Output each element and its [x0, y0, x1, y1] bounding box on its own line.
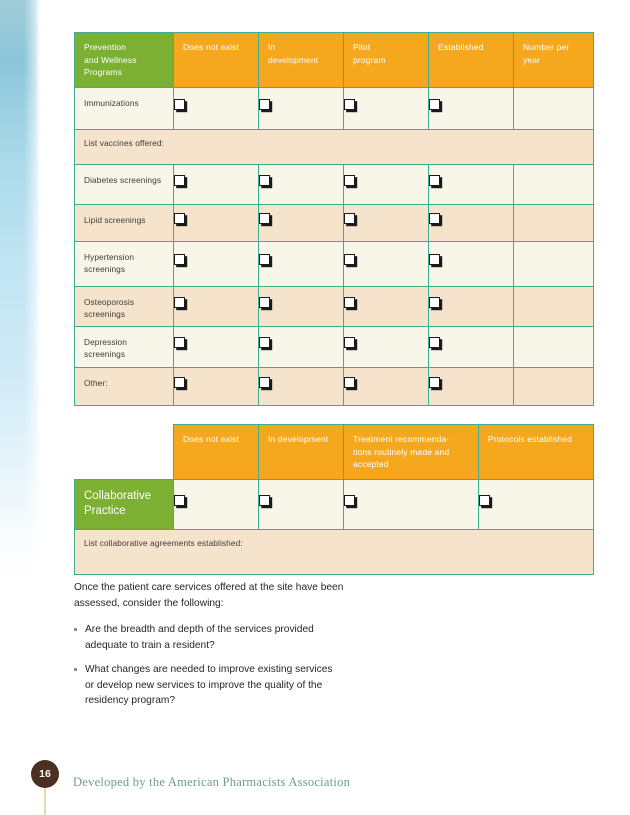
- checkbox-cell-pilot-program[interactable]: [344, 87, 429, 129]
- column-header-text-line-2: development: [268, 54, 319, 65]
- checkbox-cell-in-development[interactable]: [259, 204, 344, 241]
- checkbox-cell-in-development[interactable]: [259, 241, 344, 286]
- checkbox[interactable]: [259, 297, 270, 308]
- checkbox[interactable]: [429, 213, 440, 224]
- checkbox-cell-in-development[interactable]: [259, 87, 344, 129]
- table-row: [75, 367, 594, 405]
- checkbox-cell-in-development[interactable]: [259, 326, 344, 367]
- collab-note-row: [75, 529, 594, 574]
- column-header-text-line-2: program: [353, 54, 386, 65]
- checkbox-cell-pilot-program[interactable]: [344, 286, 429, 326]
- checkbox-cell-pilot-program[interactable]: [344, 164, 429, 204]
- column-header-in-development: [259, 33, 344, 88]
- page-number-badge: 16: [31, 760, 59, 788]
- checkbox[interactable]: [429, 377, 440, 388]
- checkbox[interactable]: [429, 175, 440, 186]
- checkbox-cell-pilot-program[interactable]: [344, 326, 429, 367]
- checkbox-cell-in-development[interactable]: [259, 479, 344, 529]
- checkbox[interactable]: [174, 297, 185, 308]
- row-label-hypertension-screenings: Hypertension screenings: [75, 241, 174, 286]
- checkbox[interactable]: [174, 495, 185, 506]
- table-row: [75, 241, 594, 286]
- column-header-pilot-program: [344, 33, 429, 88]
- checkbox-cell-established[interactable]: [429, 241, 514, 286]
- checkbox[interactable]: [429, 254, 440, 265]
- footer-credit-text: Developed by the American Pharmacists Association: [73, 775, 351, 789]
- checkbox[interactable]: [344, 297, 355, 308]
- column-header-text-line-2: tions routinely made and: [353, 446, 450, 457]
- number-per-year-input-cell[interactable]: [514, 286, 594, 326]
- note-list-vaccines-offered[interactable]: List vaccines offered:: [75, 129, 594, 164]
- checkbox-cell-established[interactable]: [429, 326, 514, 367]
- checkbox-cell-does-not-exist[interactable]: [174, 367, 259, 405]
- number-per-year-input-cell[interactable]: [514, 204, 594, 241]
- checkbox-cell-established[interactable]: [429, 286, 514, 326]
- checkbox-cell-established[interactable]: [429, 87, 514, 129]
- collab-column-header-protocols-established: [479, 425, 594, 480]
- row-label-osteoporosis-screenings: Osteoporosis screenings: [75, 286, 174, 326]
- table-row: [75, 286, 594, 326]
- checkbox-cell-in-development[interactable]: [259, 367, 344, 405]
- checkbox[interactable]: [344, 377, 355, 388]
- checkbox[interactable]: [344, 254, 355, 265]
- checkbox[interactable]: [174, 213, 185, 224]
- list-item: What changes are needed to improve existing services or develop new services to improve the quality of the residency program?: [74, 662, 344, 709]
- column-header-text: Established: [438, 42, 484, 52]
- left-edge-gradient-fade: [0, 0, 40, 580]
- checkbox[interactable]: [344, 337, 355, 348]
- column-header-text: Does not exist: [183, 434, 239, 444]
- checkbox[interactable]: [174, 377, 185, 388]
- collab-title-line-1: Collaborative: [84, 489, 152, 502]
- body-copy-block: [74, 580, 344, 718]
- row-label-lipid-screenings: Lipid screenings: [75, 204, 174, 241]
- column-header-does-not-exist: [174, 33, 259, 88]
- checkbox-cell-pilot-program[interactable]: [344, 204, 429, 241]
- checkbox-cell-treatment-recommendations[interactable]: [344, 479, 479, 529]
- checkbox-cell-does-not-exist[interactable]: [174, 326, 259, 367]
- prevention-wellness-table: [74, 32, 594, 406]
- table-row: [75, 326, 594, 367]
- checkbox[interactable]: [174, 337, 185, 348]
- checkbox[interactable]: [259, 495, 270, 506]
- checkbox[interactable]: [259, 337, 270, 348]
- table-header-row: [75, 33, 594, 88]
- column-header-text-line-1: Treatment recommenda-: [353, 434, 450, 444]
- checkbox-cell-in-development[interactable]: [259, 286, 344, 326]
- collab-title-line-2: Practice: [84, 504, 126, 517]
- collab-column-header-does-not-exist: [174, 425, 259, 480]
- number-per-year-input-cell[interactable]: [514, 164, 594, 204]
- column-header-established: [429, 33, 514, 88]
- checkbox-cell-does-not-exist[interactable]: [174, 241, 259, 286]
- checkbox[interactable]: [344, 99, 355, 110]
- checkbox[interactable]: [429, 297, 440, 308]
- checkbox-cell-established[interactable]: [429, 367, 514, 405]
- checkbox[interactable]: [259, 175, 270, 186]
- checkbox[interactable]: [344, 175, 355, 186]
- checkbox-cell-established[interactable]: [429, 204, 514, 241]
- corner-header-line-1: Prevention: [84, 42, 127, 52]
- row-label-other: Other:: [75, 367, 174, 405]
- row-label-diabetes-screenings: Diabetes screenings: [75, 164, 174, 204]
- column-header-text-line-2: year: [523, 54, 541, 65]
- table-row: [75, 204, 594, 241]
- note-list-collaborative-agreements[interactable]: List collaborative agreements established:: [75, 529, 594, 574]
- column-header-text: Protocols established: [488, 434, 572, 444]
- row-label-immunizations: Immunizations: [75, 87, 174, 129]
- checkbox[interactable]: [259, 377, 270, 388]
- checkbox[interactable]: [174, 254, 185, 265]
- checkbox-cell-pilot-program[interactable]: [344, 367, 429, 405]
- checkbox-cell-pilot-program[interactable]: [344, 241, 429, 286]
- number-per-year-input-cell[interactable]: [514, 326, 594, 367]
- collab-practice-row: [75, 479, 594, 529]
- checkbox[interactable]: [259, 254, 270, 265]
- checkbox[interactable]: [344, 213, 355, 224]
- checkbox-cell-does-not-exist[interactable]: [174, 204, 259, 241]
- checkbox[interactable]: [174, 99, 185, 110]
- checkbox-cell-does-not-exist[interactable]: [174, 164, 259, 204]
- column-header-text-line-1: Number per: [523, 42, 570, 52]
- number-per-year-input-cell[interactable]: [514, 241, 594, 286]
- column-header-text-line-1: Pilot: [353, 42, 371, 52]
- column-header-text: In development: [268, 434, 329, 444]
- column-header-text: Does not exist: [183, 42, 239, 52]
- table-row: [75, 164, 594, 204]
- collab-column-header-treatment-recommendations: [344, 425, 479, 480]
- checkbox-cell-does-not-exist[interactable]: [174, 479, 259, 529]
- column-header-number-per-year: [514, 33, 594, 88]
- number-per-year-input-cell[interactable]: [514, 367, 594, 405]
- number-per-year-input-cell[interactable]: [514, 87, 594, 129]
- intro-paragraph: Once the patient care services offered at the site have been assessed, consider the following:: [74, 582, 344, 609]
- consideration-bullet-list: [74, 622, 344, 709]
- checkbox[interactable]: [174, 175, 185, 186]
- checkbox-cell-protocols-established[interactable]: [479, 479, 594, 529]
- column-header-text-line-3: accepted: [353, 459, 389, 469]
- row-label-collaborative-practice: [75, 479, 174, 529]
- checkbox[interactable]: [344, 495, 355, 506]
- corner-header-line-3: Programs: [84, 67, 123, 77]
- collab-column-header-in-development: [259, 425, 344, 480]
- checkbox[interactable]: [259, 213, 270, 224]
- checkbox-cell-does-not-exist[interactable]: [174, 87, 259, 129]
- checkbox[interactable]: [479, 495, 490, 506]
- table-note-row: [75, 129, 594, 164]
- collab-header-row: [75, 425, 594, 480]
- column-header-text-line-1: In: [268, 42, 276, 52]
- table-corner-header: [75, 33, 174, 88]
- checkbox-cell-in-development[interactable]: [259, 164, 344, 204]
- checkbox-cell-established[interactable]: [429, 164, 514, 204]
- checkbox[interactable]: [259, 99, 270, 110]
- checkbox[interactable]: [429, 337, 440, 348]
- list-item: Are the breadth and depth of the services provided adequate to train a resident?: [74, 622, 344, 653]
- corner-header-line-2: and Wellness: [84, 54, 137, 65]
- checkbox-cell-does-not-exist[interactable]: [174, 286, 259, 326]
- collab-corner-spacer: [75, 425, 174, 480]
- collaborative-practice-table: [74, 424, 594, 575]
- table-row: [75, 87, 594, 129]
- checkbox[interactable]: [429, 99, 440, 110]
- row-label-depression-screenings: Depression screenings: [75, 326, 174, 367]
